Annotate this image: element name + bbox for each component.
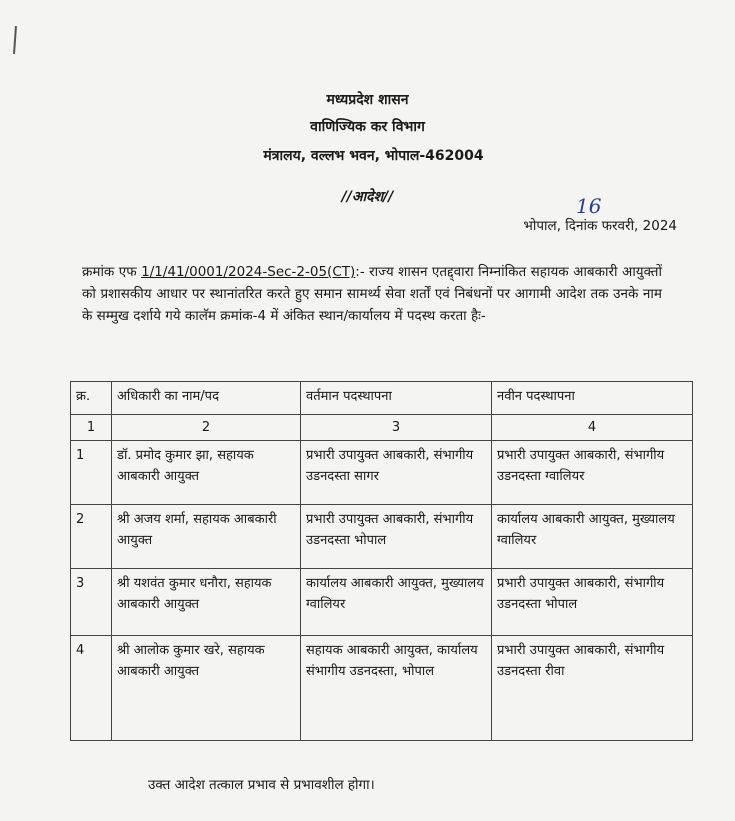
serial-cell: 1 [71, 441, 112, 505]
header-officer: अधिकारी का नाम/पद [112, 382, 301, 415]
new-posting-cell: प्रभारी उपायुक्त आबकारी, संभागीय उडनदस्ता ग्वालियर [492, 441, 693, 505]
order-number: 1/1/41/0001/2024-Sec-2-05(CT) [141, 264, 356, 280]
table-row [71, 636, 693, 741]
column-number-row [71, 415, 693, 441]
officer-cell: श्री यशवंत कुमार धनौरा, सहायक आबकारी आयुक्त [112, 569, 301, 636]
handwritten-date: 16 [576, 194, 602, 218]
order-paragraph [82, 261, 662, 327]
header-government: मध्यप्रदेश शासन [326, 92, 409, 108]
column-number: 3 [301, 415, 492, 441]
officer-cell: डॉ. प्रमोद कुमार झा, सहायक आबकारी आयुक्त [112, 441, 301, 505]
table-row [71, 569, 693, 636]
new-posting-cell: कार्यालय आबकारी आयुक्त, मुख्यालय ग्वालियर [492, 505, 693, 569]
current-posting-cell: कार्यालय आबकारी आयुक्त, मुख्यालय ग्वालियर [301, 569, 492, 636]
serial-cell: 4 [71, 636, 112, 741]
column-number: 1 [71, 415, 112, 441]
closing-statement: उक्त आदेश तत्काल प्रभाव से प्रभावशील होगा। [148, 777, 375, 793]
margin-pen-mark [13, 26, 17, 54]
posting-table [70, 381, 693, 741]
order-prefix: क्रमांक एफ [82, 264, 142, 280]
column-number: 4 [492, 415, 693, 441]
header-new-posting: नवीन पदस्थापना [492, 382, 693, 415]
header-current-posting: वर्तमान पदस्थापना [301, 382, 492, 415]
table-header-row [71, 382, 693, 415]
order-title: //आदेश// [341, 189, 394, 205]
officer-cell: श्री अजय शर्मा, सहायक आबकारी आयुक्त [112, 505, 301, 569]
serial-cell: 3 [71, 569, 112, 636]
header-serial: क्र. [71, 382, 112, 415]
table-row [71, 441, 693, 505]
table-row [71, 505, 693, 569]
date-line: भोपाल, दिनांक फरवरी, 2024 [523, 218, 677, 234]
header-address: मंत्रालय, वल्लभ भवन, भोपाल-462004 [263, 148, 484, 164]
current-posting-cell: प्रभारी उपायुक्त आबकारी, संभागीय उडनदस्ता सागर [301, 441, 492, 505]
officer-cell: श्री आलोक कुमार खरे, सहायक आबकारी आयुक्त [112, 636, 301, 741]
current-posting-cell: प्रभारी उपायुक्त आबकारी, संभागीय उडनदस्ता भोपाल [301, 505, 492, 569]
new-posting-cell: प्रभारी उपायुक्त आबकारी, संभागीय उडनदस्ता रीवा [492, 636, 693, 741]
current-posting-cell: सहायक आबकारी आयुक्त, कार्यालय संभागीय उडनदस्ता, भोपाल [301, 636, 492, 741]
order-text: :- राज्य शासन एतद्द्वारा निम्नांकित सहायक आबकारी आयुक्तों को प्रशासकीय आधार पर स्थानांतरित करते हुए समान सामर्थ्य सेवा शर्तों एवं निबंधनों पर आगामी आदेश तक उनके नाम के सम्मुख दर्शाये गये कालॅम क्रमांक-4 में अंकित स्थान/कार्यालय में पदस्थ करता हैः- [82, 264, 663, 324]
new-posting-cell: प्रभारी उपायुक्त आबकारी, संभागीय उडनदस्ता भोपाल [492, 569, 693, 636]
column-number: 2 [112, 415, 301, 441]
serial-cell: 2 [71, 505, 112, 569]
header-department: वाणिज्यिक कर विभाग [310, 119, 425, 135]
